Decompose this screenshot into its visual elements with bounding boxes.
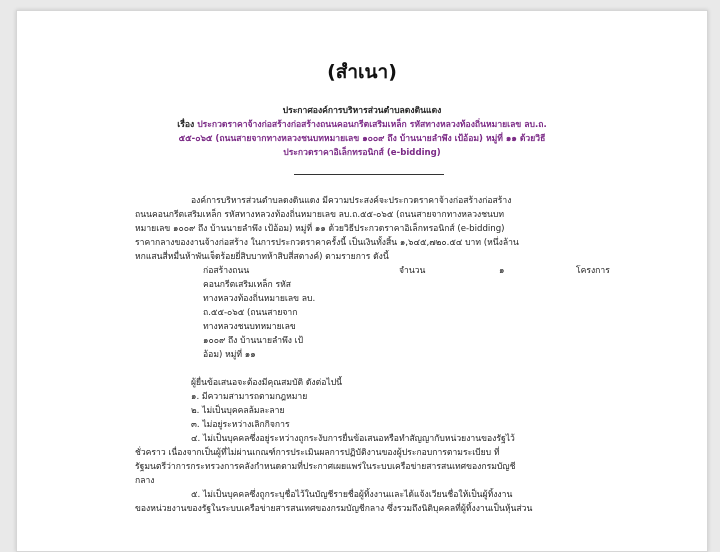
body-line: หมายเลข ๑๐๐๙ ถึง บ้านนายลำพึง เป้อ้อม) หมู่ที่ ๑๑ ด้วยวิธีประกวดราคาอิเล็กทรอนิกส์ (e-bidding) <box>135 224 505 234</box>
item-description-line: คอนกรีตเสริมเหล็ก รหัส <box>203 280 291 290</box>
qualification-item: ๑. มีความสามารถตามกฎหมาย <box>191 392 308 402</box>
item-quantity-label: จำนวน <box>399 266 426 276</box>
item-quantity: ๑ <box>499 266 505 276</box>
qualification-4-line: ชั่วคราว เนื่องจากเป็นผู้ที่ไม่ผ่านเกณฑ์การประเมินผลการปฏิบัติงานของผู้ประกอบการตามระเบียบ ที่ <box>135 448 500 458</box>
item-description-line: ก่อสร้างถนน <box>203 266 250 276</box>
subject-prefix: เรื่อง <box>177 120 195 130</box>
qualification-item: ๒. ไม่เป็นบุคคลล้มละลาย <box>191 406 285 416</box>
body-line: ถนนคอนกรีตเสริมเหล็ก รหัสทางหลวงท้องถิ่นหมายเลข ลบ.ถ.๕๕-๐๖๕ (ถนนสายจากทางหลวงชนบท <box>135 210 505 220</box>
divider-line <box>294 174 444 175</box>
qualifications-heading: ผู้ยื่นข้อเสนอจะต้องมีคุณสมบัติ ดังต่อไปนี้ <box>191 378 343 388</box>
announcement-title: ประกาศองค์การบริหารส่วนตำบลดงดินแดง <box>282 106 442 116</box>
subject-text-1: ประกวดราคาจ้างก่อสร้างก่อสร้างถนนคอนกรีตเสริมเหล็ก รหัสทางหลวงท้องถิ่นหมายเลข ลบ.ถ. <box>197 120 547 130</box>
qualification-4-line: กลาง <box>135 476 155 486</box>
body-line: หกแสนสี่หมื่นห้าพันเจ็ดร้อยยี่สิบบาทห้าสิบสี่สตางค์) ตามรายการ ดังนี้ <box>135 252 389 262</box>
item-description-line: ๑๐๐๙ ถึง บ้านนายลำพึง เป้ <box>203 336 304 346</box>
item-description-line: ทางหลวงท้องถิ่นหมายเลข ลบ. <box>203 294 316 304</box>
qualification-4-line: ๔. ไม่เป็นบุคคลซึ่งอยู่ระหว่างถูกระงับการยื่นข้อเสนอหรือทำสัญญากับหน่วยงานของรัฐไว้ <box>191 434 515 444</box>
subject-line-2: ๕๕-๐๖๕ (ถนนสายจากทางหลวงชนบทหมายเลข ๑๐๐๙ ถึง บ้านนายลำพึง เป้อ้อม) หมู่ที่ ๑๑ ด้วยวิธี <box>178 134 546 144</box>
item-unit: โครงการ <box>576 266 610 276</box>
item-description-line: ทางหลวงชนบทหมายเลข <box>203 322 296 332</box>
qualification-5-line: ของหน่วยงานของรัฐในระบบเครือข่ายสารสนเทศของกรมบัญชีกลาง ซึ่งรวมถึงนิติบุคคลที่ผู้ทิ้งงานเป็นหุ้นส่วน <box>135 504 533 514</box>
subject-line-3: ประกวดราคาอิเล็กทรอนิกส์ (e-bidding) <box>283 148 441 158</box>
qualification-4-line: รัฐมนตรีว่าการกระทรวงการคลังกำหนดตามที่ประกาศเผยแพร่ในระบบเครือข่ายสารสนเทศของกรมบัญชี <box>135 462 516 472</box>
item-description-line: อ้อม) หมู่ที่ ๑๑ <box>203 350 256 360</box>
qualification-item: ๓. ไม่อยู่ระหว่างเลิกกิจการ <box>191 420 290 430</box>
body-line: ราคากลางของงานจ้างก่อสร้าง ในการประกวดราคาครั้งนี้ เป็นเงินทั้งสิ้น ๑,๖๔๕,๗๒๐.๕๔ บาท (หนึ่งล้าน <box>135 238 519 248</box>
item-description-line: ถ.๕๕-๐๖๕ (ถนนสายจาก <box>203 308 298 318</box>
subject-line-1 <box>17 119 707 133</box>
body-line: องค์การบริหารส่วนตำบลดงดินแดง มีความประสงค์จะประกวดราคาจ้างก่อสร้างก่อสร้าง <box>191 196 512 206</box>
copy-label: (สำเนา) <box>327 61 397 83</box>
document-page <box>16 10 708 552</box>
qualification-5-line: ๕. ไม่เป็นบุคคลซึ่งถูกระบุชื่อไว้ในบัญชีรายชื่อผู้ทิ้งงานและได้แจ้งเวียนชื่อให้เป็นผู้ทิ้งงาน <box>191 490 513 500</box>
